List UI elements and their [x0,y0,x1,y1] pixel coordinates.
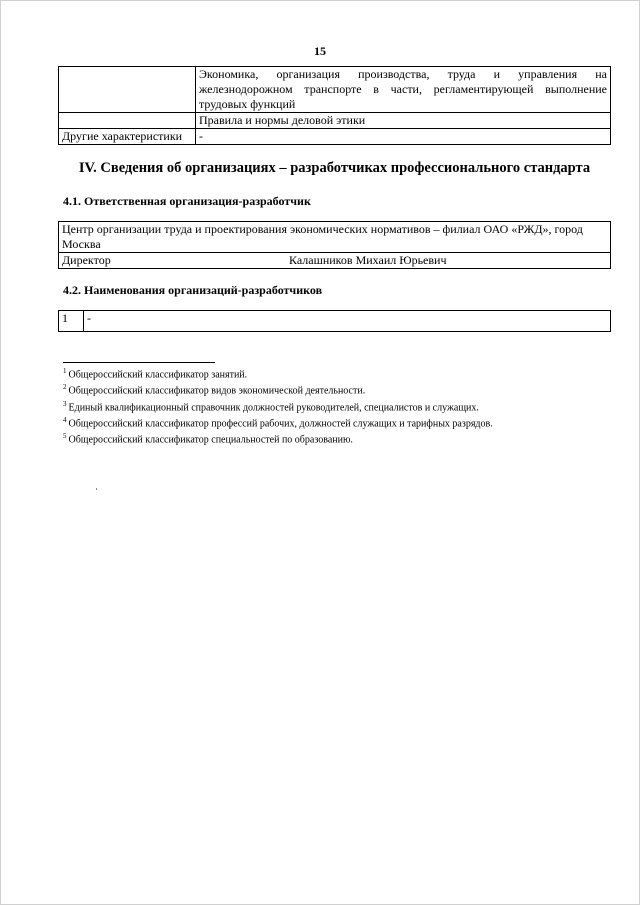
footnote-rule [63,362,215,363]
characteristics-table [58,66,611,145]
page-number: 15 [314,44,326,58]
subsection-title-4-2: 4.2. Наименования организаций-разработчиков [63,283,323,297]
footnote-text: Общероссийский классификатор специальностей по образованию. [68,434,353,446]
scan-speck [96,488,97,490]
org-name: Центр организации труда и проектирования экономических нормативов – филиал ОАО «РЖД», город Москва [59,222,611,253]
table-row [59,129,611,145]
row-name: - [84,311,611,332]
responsible-org-table [58,221,611,269]
row-label [59,67,196,113]
table-row [59,311,611,332]
footnote [63,398,493,414]
footnote-text: Общероссийский классификатор профессий рабочих, должностей служащих и тарифных разрядов. [68,418,493,430]
row-number: 1 [59,311,84,332]
row-text: - [196,129,611,145]
table-row [59,222,611,253]
developers-table [58,310,611,332]
row-text: Экономика, организация производства, труда и управления на железнодорожном транспорте в части, регламентирующей выполнение трудовых функций [196,67,611,113]
table-row [59,113,611,129]
footnotes [63,365,493,447]
section-title: IV. Сведения об организациях – разработчиках профессионального стандарта [78,160,591,176]
row-text: Правила и нормы деловой этики [196,113,611,129]
footnote [63,430,493,446]
footnote-mark: 4 [63,415,67,424]
footnote [63,414,493,430]
person-name: Калашников Михаил Юрьевич [265,253,611,269]
footnote-text: Общероссийский классификатор видов экономической деятельности. [68,385,366,397]
row-label: Другие характеристики [59,129,196,145]
footnote-text: Общероссийский классификатор занятий. [68,369,248,381]
footnote [63,365,493,381]
footnote [63,381,493,397]
table-row [59,253,611,269]
footnote-mark: 1 [63,367,67,375]
row-label [59,113,196,129]
footnote-text: Единый квалификационный справочник должностей руководителей, специалистов и служащих. [68,401,479,413]
position: Директор [59,253,266,269]
subsection-title-4-1: 4.1. Ответственная организация-разработчик [63,194,311,208]
footnote-mark: 2 [63,383,67,392]
table-row [59,67,611,113]
footnote-mark: 5 [63,432,67,441]
footnote-mark: 3 [63,399,67,408]
